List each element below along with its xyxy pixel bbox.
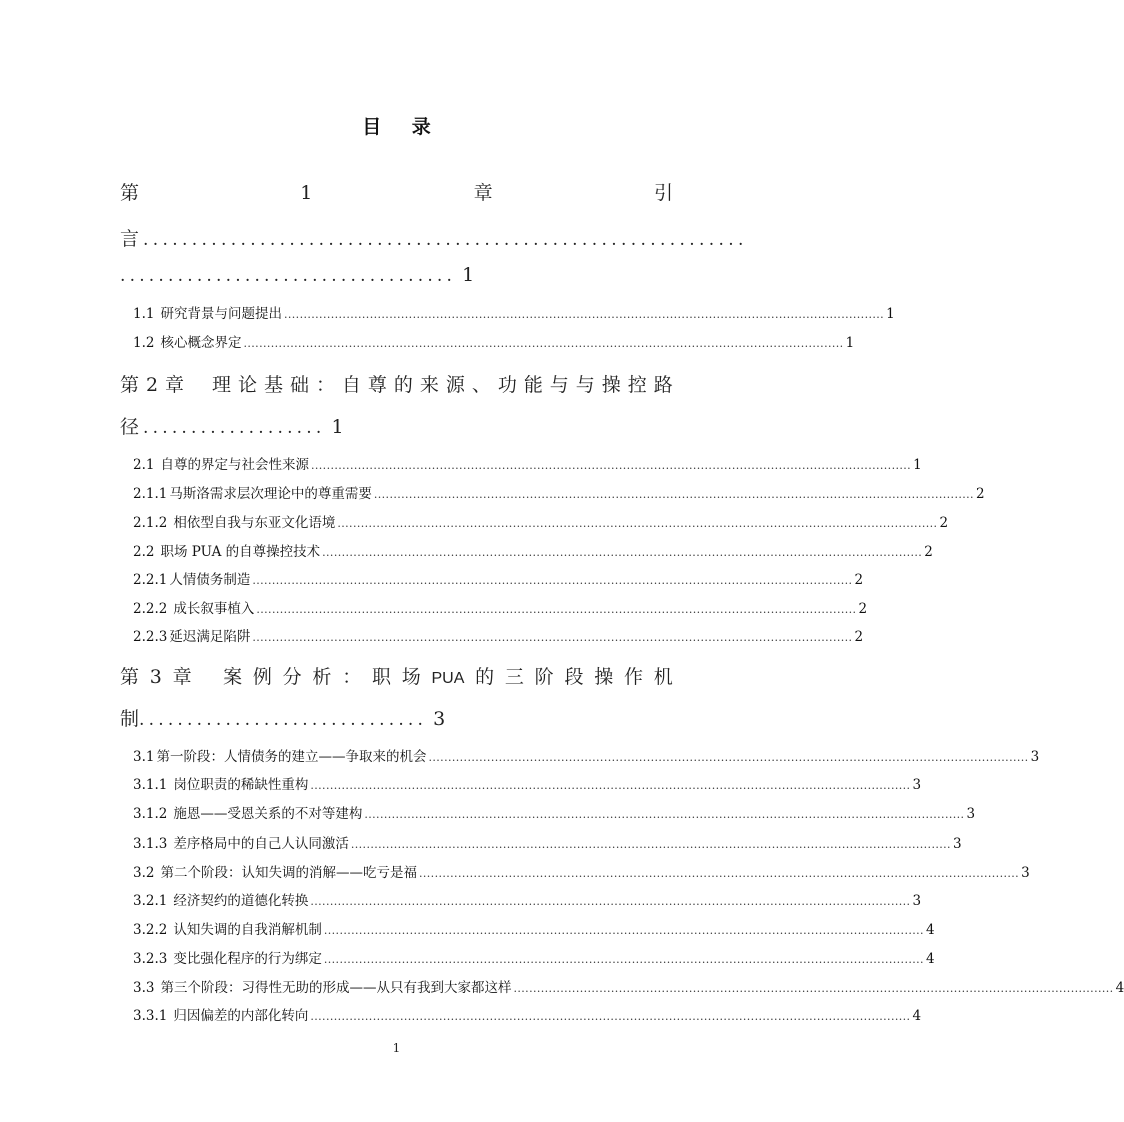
chapter-2-page: 1 <box>331 416 344 438</box>
toc-entry[interactable]: 3.1.1 岗位职责的稀缺性重构 .......................................................................................................................................................... 3 <box>133 777 922 793</box>
toc-entry[interactable]: 3.1 第一阶段：人情债务的建立——争取来的机会 .......................................................................................................................................................... 3 <box>133 749 1040 765</box>
toc-entry[interactable]: 3.1.2 施恩——受恩关系的不对等建构 .......................................................................................................................................................... 3 <box>133 806 976 822</box>
chapter-1-leader-cont: ................................... 1 <box>120 264 475 286</box>
toc-entry[interactable]: 2.2.2 成长叙事植入 .......................................................................................................................................................... 2 <box>133 601 868 617</box>
toc-entry[interactable]: 3.2.1 经济契约的道德化转换 .......................................................................................................................................................... 3 <box>133 893 922 909</box>
chapter-2-heading[interactable]: 第 2 章 理 论 基 础 ： 自 尊 的 来 源 、 功 能 与 与 操 控 路 <box>120 374 673 396</box>
toc-entry[interactable]: 2.2.3 延迟满足陷阱 .......................................................................................................................................................... 2 <box>133 629 864 645</box>
toc-entry[interactable]: 2.2 职场 PUA 的自尊操控技术 .......................................................................................................................................................... 2 <box>133 544 933 560</box>
page-title: 目 录 <box>362 116 443 138</box>
chapter-1-page: 1 <box>462 264 475 286</box>
toc-entry[interactable]: 2.1.2 相依型自我与东亚文化语境 .......................................................................................................................................................... 2 <box>133 515 949 531</box>
chapter-3-heading[interactable]: 第 3 章 案 例 分 析 ： 职 场 PUA 的 三 阶 段 操 作 机 <box>120 666 673 688</box>
toc-entry[interactable]: 3.2 第二个阶段：认知失调的消解——吃亏是福 .......................................................................................................................................................... 3 <box>133 865 1030 881</box>
chapter-3-leader: 制 .............................. 3 <box>120 708 446 730</box>
toc-entry[interactable]: 3.3 第三个阶段：习得性无助的形成——从只有我到大家都这样 .......................................................................................................................................................... 4 <box>133 980 1124 996</box>
toc-entry[interactable]: 2.1.1 马斯洛需求层次理论中的尊重需要 .......................................................................................................................................................... 2 <box>133 486 985 502</box>
page-number: 1 <box>392 1041 401 1055</box>
toc-entry[interactable]: 3.2.2 认知失调的自我消解机制 .......................................................................................................................................................... 4 <box>133 922 935 938</box>
toc-entry[interactable]: 1.1 研究背景与问题提出 .......................................................................................................................................................... 1 <box>133 306 895 322</box>
toc-entry[interactable]: 2.1 自尊的界定与社会性来源 .......................................................................................................................................................... 1 <box>133 457 922 473</box>
toc-entry[interactable]: 3.1.3 差序格局中的自己人认同激活 .......................................................................................................................................................... 3 <box>133 836 962 852</box>
toc-entry[interactable]: 1.2 核心概念界定 .......................................................................................................................................................... 1 <box>133 335 855 351</box>
toc-entry[interactable]: 2.2.1 人情债务制造 .......................................................................................................................................................... 2 <box>133 572 864 588</box>
chapter-1-leader: 言 .............................................................. <box>120 228 748 250</box>
chapter-2-leader: 径 ................... 1 <box>120 416 344 438</box>
toc-entry[interactable]: 3.2.3 变比强化程序的行为绑定 .......................................................................................................................................................... 4 <box>133 951 935 967</box>
chapter-1-heading[interactable]: 第 1 章 引 <box>120 182 673 204</box>
toc-entry[interactable]: 3.3.1 归因偏差的内部化转向 .......................................................................................................................................................... 4 <box>133 1008 922 1024</box>
chapter-3-page: 3 <box>433 708 446 730</box>
